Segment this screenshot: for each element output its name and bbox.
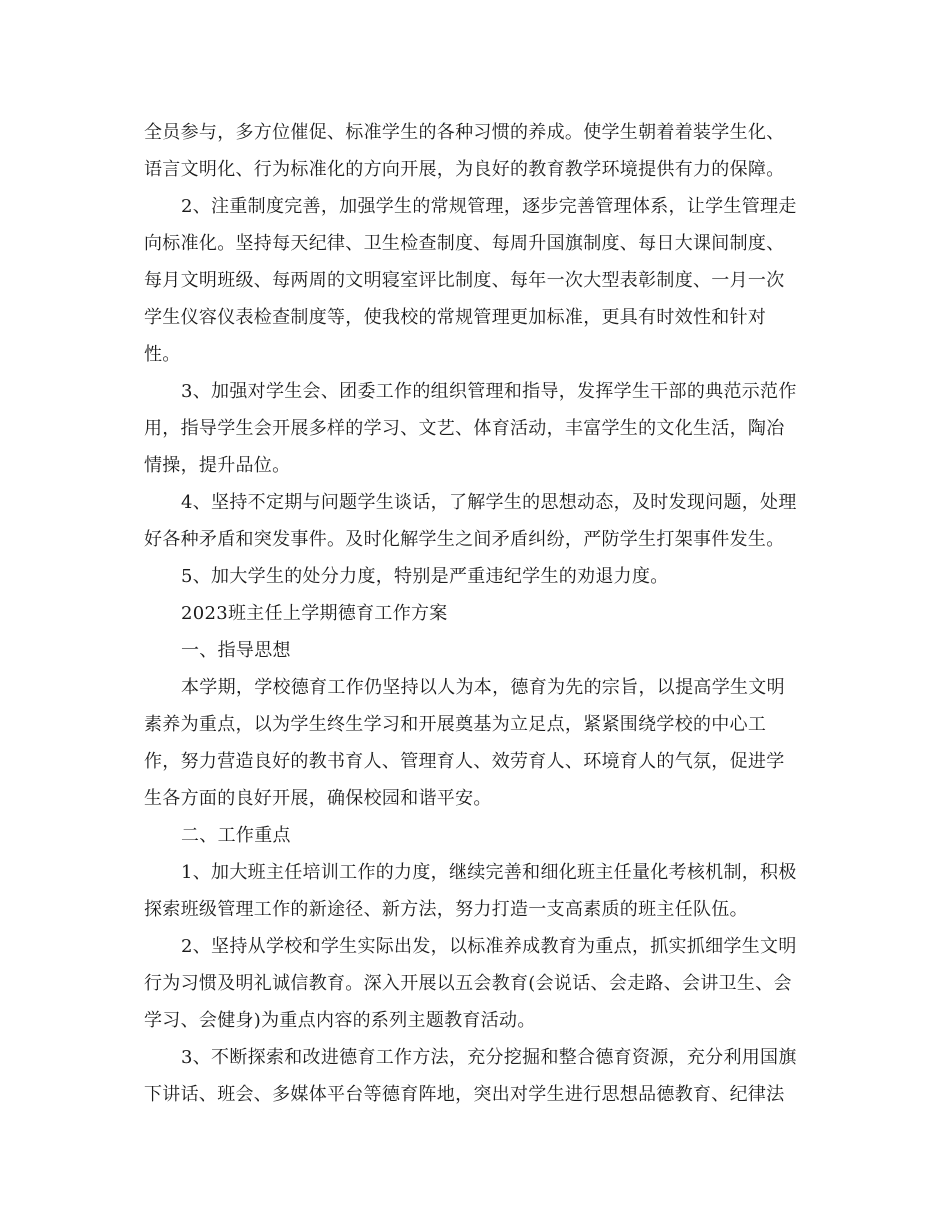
document-page — [144, 114, 810, 1113]
text-line: 学生仪容仪表检查制度等，使我校的常规管理更加标准，更具有时效性和针对 — [144, 307, 767, 328]
text-line: 作，努力营造良好的教书育人、管理育人、效劳育人、环境育人的气氛，促进学 — [144, 751, 785, 772]
text-line: 用，指导学生会开展多样的学习、文艺、体育活动，丰富学生的文化生活，陶冶 — [144, 418, 785, 439]
text-line: 学习、会健身)为重点内容的系列主题教育活动。 — [144, 1010, 536, 1031]
text-line: 探索班级管理工作的新途径、新方法，努力打造一支高素质的班主任队伍。 — [144, 899, 748, 920]
text-line: 2023班主任上学期德育工作方案 — [181, 603, 448, 624]
text-line: 生各方面的良好开展，确保校园和谐平安。 — [144, 788, 492, 809]
text-line: 好各种矛盾和突发事件。及时化解学生之间矛盾纠纷，严防学生打架事件发生。 — [144, 529, 785, 550]
text-line: 全员参与，多方位催促、标准学生的各种习惯的养成。使学生朝着着装学生化、 — [144, 122, 785, 143]
text-line: 本学期，学校德育工作仍坚持以人为本，德育为先的宗旨，以提高学生文明 — [181, 677, 785, 698]
text-line: 向标准化。坚持每天纪律、卫生检查制度、每周升国旗制度、每日大课间制度、 — [144, 233, 785, 254]
text-line: 2、注重制度完善，加强学生的常规管理，逐步完善管理体系，让学生管理走 — [181, 196, 797, 217]
text-line: 2、坚持从学校和学生实际出发，以标准养成教育为重点，抓实抓细学生文明 — [181, 936, 797, 957]
text-line: 二、工作重点 — [181, 825, 291, 846]
text-line: 行为习惯及明礼诚信教育。深入开展以五会教育(会说话、会走路、会讲卫生、会 — [144, 973, 792, 994]
text-line: 3、不断探索和改进德育工作方法，充分挖掘和整合德育资源，充分利用国旗 — [181, 1047, 797, 1068]
text-line: 性。 — [144, 344, 181, 365]
text-line: 下讲话、班会、多媒体平台等德育阵地，突出对学生进行思想品德教育、纪律法 — [144, 1084, 785, 1105]
text-line: 每月文明班级、每两周的文明寝室评比制度、每年一次大型表彰制度、一月一次 — [144, 270, 785, 291]
text-line: 1、加大班主任培训工作的力度，继续完善和细化班主任量化考核机制，积极 — [181, 862, 797, 883]
text-line: 素养为重点，以为学生终生学习和开展奠基为立足点，紧紧围绕学校的中心工 — [144, 714, 767, 735]
text-line: 一、指导思想 — [181, 640, 291, 661]
text-line: 4、坚持不定期与问题学生谈话，了解学生的思想动态，及时发现问题，处理 — [181, 492, 797, 513]
text-line: 情操，提升品位。 — [144, 455, 291, 476]
text-line: 3、加强对学生会、团委工作的组织管理和指导，发挥学生干部的典范示范作 — [181, 381, 797, 402]
text-line: 5、加大学生的处分力度，特别是严重违纪学生的劝退力度。 — [181, 566, 669, 587]
text-line: 语言文明化、行为标准化的方向开展，为良好的教育教学环境提供有力的保障。 — [144, 159, 785, 180]
